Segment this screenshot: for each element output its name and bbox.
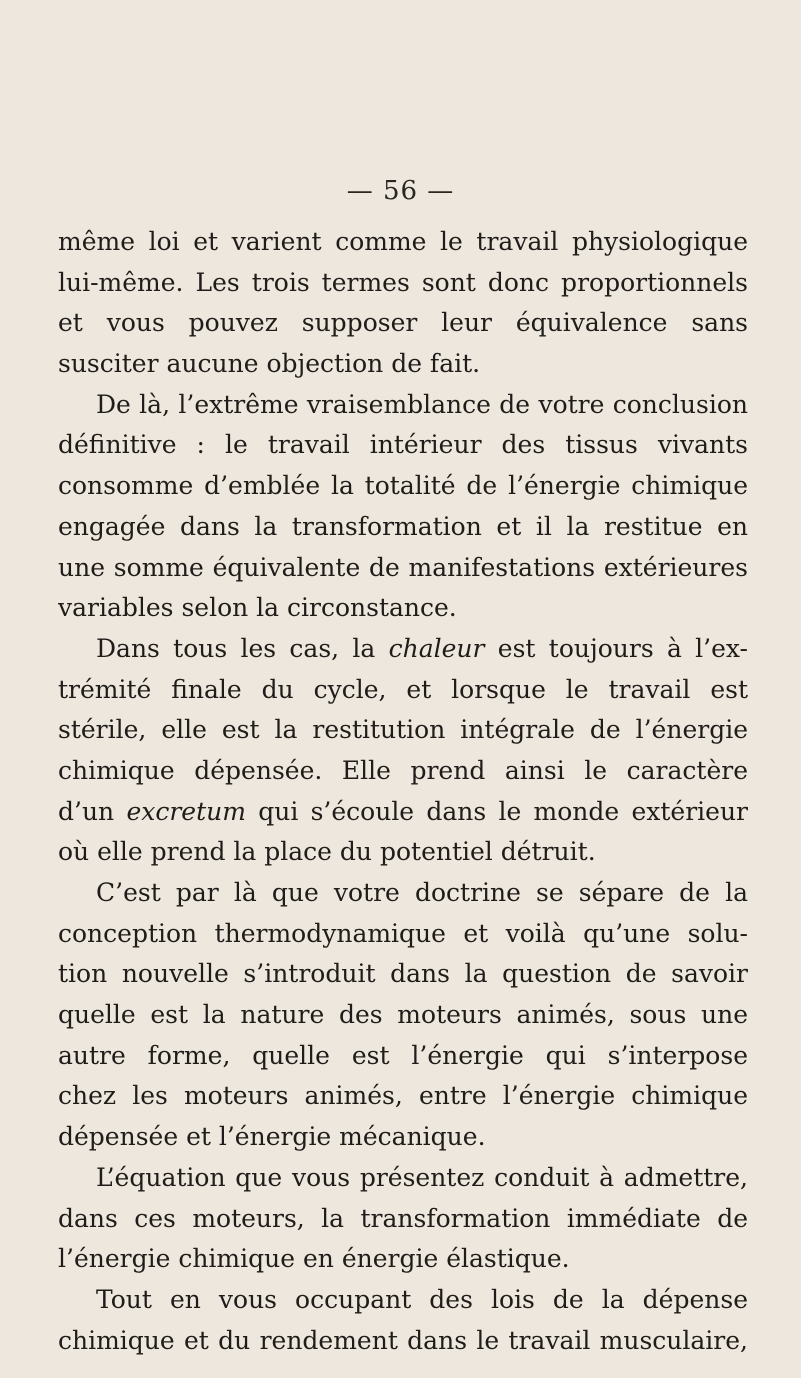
text-line: autre forme, quelle est l’énergie qui s’interpose: [58, 1040, 748, 1070]
italic-term: excretum: [126, 796, 246, 826]
text-line: une somme équivalente de manifestations extérieures: [58, 552, 748, 582]
text-line: où elle prend la place du potentiel détruit.: [58, 837, 596, 867]
text-line: dans ces moteurs, la transformation immédiate de: [58, 1203, 748, 1233]
text-line: [58, 629, 748, 670]
text-segment: Dans tous les cas, la: [96, 633, 376, 663]
italic-term: chaleur: [388, 633, 485, 663]
body-text: [58, 222, 748, 1361]
text-segment: d’un: [58, 796, 115, 826]
text-line: même loi et varient comme le travail physiologique: [58, 227, 748, 256]
text-line: variables selon la circonstance.: [58, 593, 457, 623]
text-line: susciter aucune objection de fait.: [58, 349, 481, 379]
text-segment: qui s’écoule dans le monde extérieur: [258, 796, 748, 826]
text-line: trémité finale du cycle, et lorsque le travail est: [58, 674, 748, 704]
text-line: l’énergie chimique en énergie élastique.: [58, 1244, 570, 1274]
text-line: consomme d’emblée la totalité de l’énergie chimique: [58, 471, 748, 501]
text-line: [58, 792, 748, 833]
text-line: chimique dépensée. Elle prend ainsi le caractère: [58, 755, 748, 785]
text-line: conception thermodynamique et voilà qu’une solu-: [58, 918, 748, 948]
text-line: engagée dans la transformation et il la restitue en: [58, 511, 748, 541]
text-line: et vous pouvez supposer leur équivalence sans: [58, 308, 748, 338]
text-line: stérile, elle est la restitution intégrale de l’énergie: [58, 715, 748, 745]
page-number: — 56 —: [346, 176, 455, 206]
text-line: L’équation que vous présentez conduit à admettre,: [96, 1162, 748, 1192]
text-segment: est toujours à l’ex-: [497, 633, 748, 663]
text-line: De là, l’extrême vraisemblance de votre conclusion: [96, 389, 748, 419]
text-line: quelle est la nature des moteurs animés, sous une: [58, 1000, 748, 1030]
text-line: C’est par là que votre doctrine se sépare de la: [96, 878, 748, 907]
text-line: Tout en vous occupant des lois de la dépense: [96, 1284, 748, 1314]
text-line: chez les moteurs animés, entre l’énergie chimique: [58, 1081, 748, 1111]
text-line: définitive : le travail intérieur des tissus vivants: [58, 430, 748, 460]
text-line: tion nouvelle s’introduit dans la question de savoir: [58, 959, 748, 989]
text-line: lui-même. Les trois termes sont donc proportionnels: [58, 267, 748, 297]
text-line: chimique et du rendement dans le travail musculaire,: [58, 1325, 748, 1355]
text-line: dépensée et l’énergie mécanique.: [58, 1122, 486, 1152]
